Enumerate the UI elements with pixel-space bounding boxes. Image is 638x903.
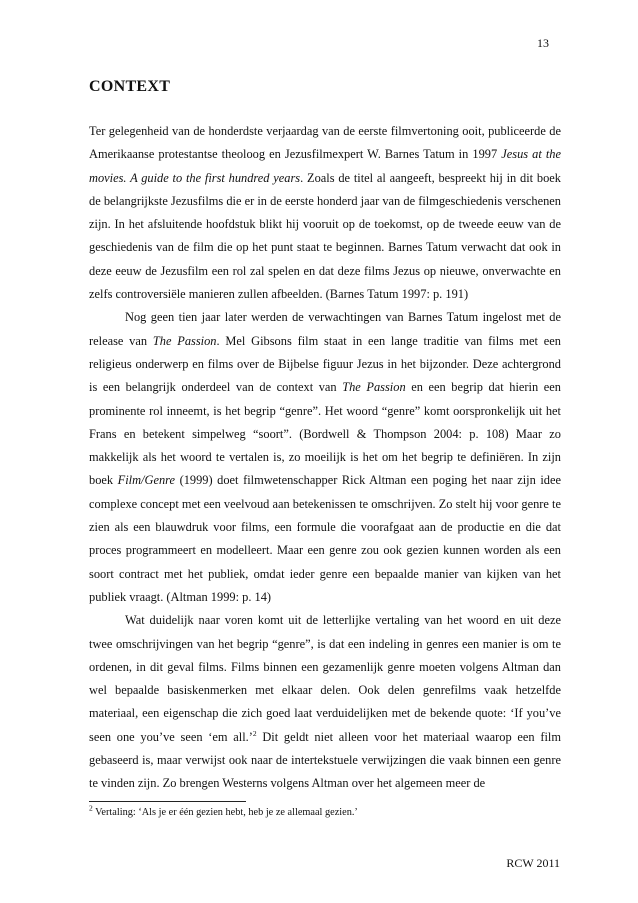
paragraph-1 [89,120,561,306]
section-heading: CONTEXT [89,78,171,95]
p2-text-c: en een begrip dat hierin een prominente rol inneemt, is het begrip “genre”. Het woord “genre” komt oorspronkelijk uit het Frans en betekent simpelweg “soort”. (Bordwell & Thompson 2004: p. 108) Maar zo makkelijk als het woord te vertalen is, zo moeilijk is het om het begrip te definiëren. In zijn boek [89,380,561,488]
book-title-film-genre: Film/Genre [117,473,176,488]
footnote-marker: 2 [89,803,93,813]
p1-text-b: . Zoals de titel al aangeeft, bespreekt hij in dit boek de belangrijkste Jezusfilms die er in de eerste honderd jaar van de filmgeschiedenis verschenen zijn. In het afsluitende hoofdstuk blikt hij vooruit op de toekomst, op de tweede eeuw van de geschiedenis van de film die op het punt staat te beginnen. Barnes Tatum verwacht dat ook in deze eeuw de Jezusfilm een rol zal spelen en dat deze films Jezus op nieuwe, onverwachte en zelfs controversiële manieren zullen afbeelden. (Barnes Tatum 1997: p. 191) [89,170,561,302]
p3-text-a: Wat duidelijk naar voren komt uit de letterlijke vertaling van het woord en uit deze twee omschrijvingen van het begrip “genre”, is dat een indeling in genres een manier is om te ordenen, in dit geval films. Films binnen een gezamenlijk genre moeten volgens Altman dan wel bepaalde basiskenmerken met elkaar delen. Ook delen genrefilms vaak hetzelfde materiaal, een eigenschap die zich goed laat verduidelijken met de bekende quote: ‘If you’ve seen one you’ve seen ‘em all.’ [89,613,561,744]
footnote-text: Vertaling: ‘Als je er één gezien hebt, heb je ze allemaal gezien.’ [92,807,358,818]
page-footer: RCW 2011 [506,856,560,870]
paragraph-2 [89,306,561,609]
p3-text-b: Dit geldt niet alleen voor het materiaal waarop een film gebaseerd is, maar verwijst ook naar de intertekstuele verwijzingen die vaak binnen een genre te vinden zijn. Zo brengen Westerns volgens Altman over het algemeen meer de [89,729,561,791]
p2-text-d: (1999) doet filmwetenschapper Rick Altman een poging het naar zijn idee complexe concept met een veelvoud aan betekenissen te omschrijven. Zo stelt hij voor genre te zien als een blauwdruk voor films, een formule die voorafgaat aan de productie en die dat proces programmeert en modelleert. Maar een genre zou ook gezien kunnen worden als een soort contract met het publiek, omdat ieder genre een bepaalde manier van kijken van het publiek vraagt. (Altman 1999: p. 14) [89,473,561,604]
p1-text-a: Ter gelegenheid van de honderdste verjaardag van de eerste filmvertoning ooit, publiceerde de Amerikaanse protestantse theoloog en Jezusfilmexpert W. Barnes Tatum in 1997 [89,124,561,162]
film-title-the-passion-1: The Passion [152,333,217,348]
page-number: 13 [537,36,549,50]
p2-text-a: Nog geen tien jaar later werden de verwachtingen van Barnes Tatum ingelost met de release van [89,310,561,348]
book-title-jesus-at-the-movies: Jesus at the movies. A guide to the first hundred years [89,147,561,185]
footnote-reference[interactable]: 2 [252,728,257,738]
body-text [89,120,561,796]
film-title-the-passion-2: The Passion [342,380,406,395]
paragraph-3 [89,609,561,795]
p2-text-b: . Mel Gibsons film staat in een lange traditie van films met een religieus onderwerp en films over de Bijbelse figuur Jezus in het bijzonder. Deze achtergrond is een belangrijk onderdeel van de context van [89,333,561,395]
footnote-divider [89,801,246,802]
footnote [89,803,561,820]
